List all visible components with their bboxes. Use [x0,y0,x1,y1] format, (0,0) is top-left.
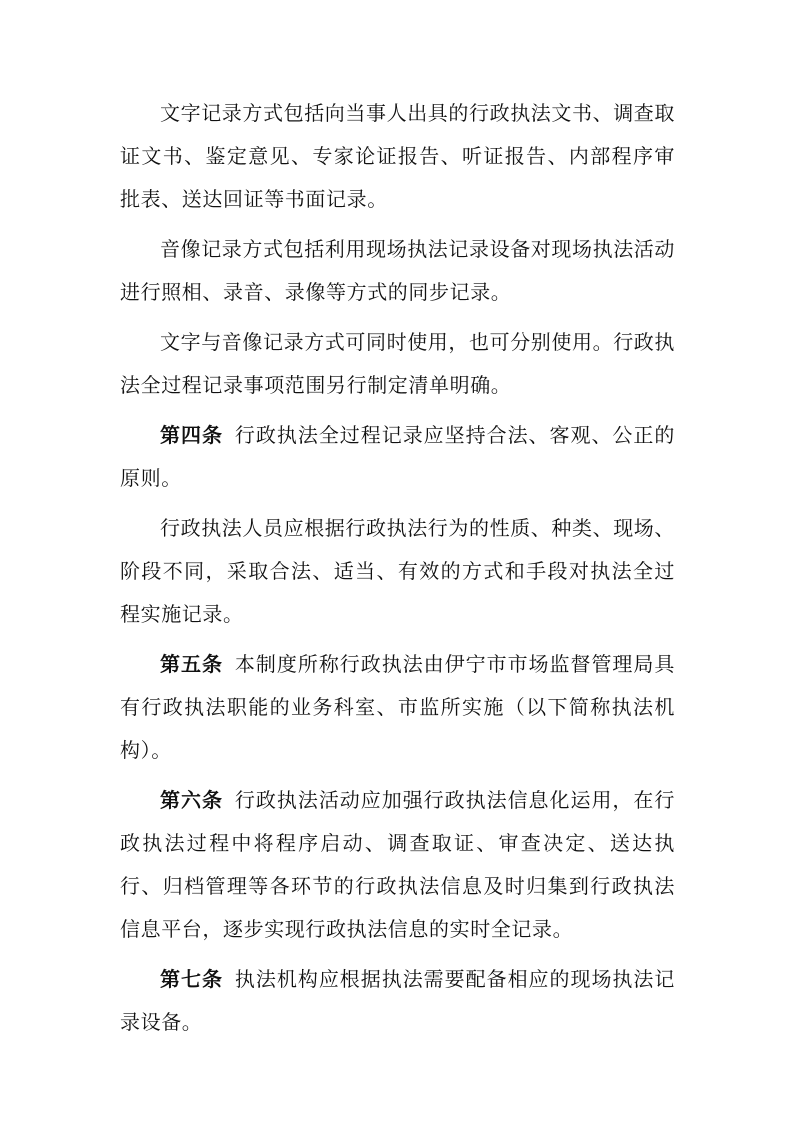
article-number: 第七条 [160,967,223,991]
paragraph-text: 行政执法活动应加强行政执法信息化运用，在行政执法过程中将程序启动、调查取证、审查决定、送达执行、归档管理等各环节的行政执法信息及时归集到行政执法信息平台，逐步实现行政执法信息的实时全记录。 [120,788,675,941]
paragraph-text: 音像记录方式包括利用现场执法记录设备对现场执法活动进行照相、录音、录像等方式的同步记录。 [120,237,675,304]
paragraph-text: 文字记录方式包括向当事人出具的行政执法文书、调查取证文书、鉴定意见、专家论证报告、听证报告、内部程序审批表、送达回证等书面记录。 [120,101,675,211]
paragraph-text: 文字与音像记录方式可同时使用，也可分别使用。行政执法全过程记录事项范围另行制定清单明确。 [120,330,675,397]
article-paragraph [120,414,675,500]
article-number: 第五条 [160,652,223,676]
article-number: 第四条 [160,423,223,447]
paragraph-text: 行政执法全过程记录应坚持合法、客观、公正的原则。 [120,423,675,490]
paragraph-text: 行政执法人员应根据行政执法行为的性质、种类、现场、阶段不同，采取合法、适当、有效的方式和手段对执法全过程实施记录。 [120,516,675,626]
document-body [120,92,675,1051]
paragraph [120,321,675,407]
article-paragraph [120,779,675,951]
article-paragraph [120,958,675,1044]
paragraph [120,228,675,314]
paragraph [120,507,675,636]
paragraph-text: 本制度所称行政执法由伊宁市市场监督管理局具有行政执法职能的业务科室、市监所实施（以下简称执法机构）。 [120,652,675,762]
paragraph-text: 执法机构应根据执法需要配备相应的现场执法记录设备。 [120,967,675,1034]
article-number: 第六条 [160,788,223,812]
article-paragraph [120,643,675,772]
paragraph [120,92,675,221]
